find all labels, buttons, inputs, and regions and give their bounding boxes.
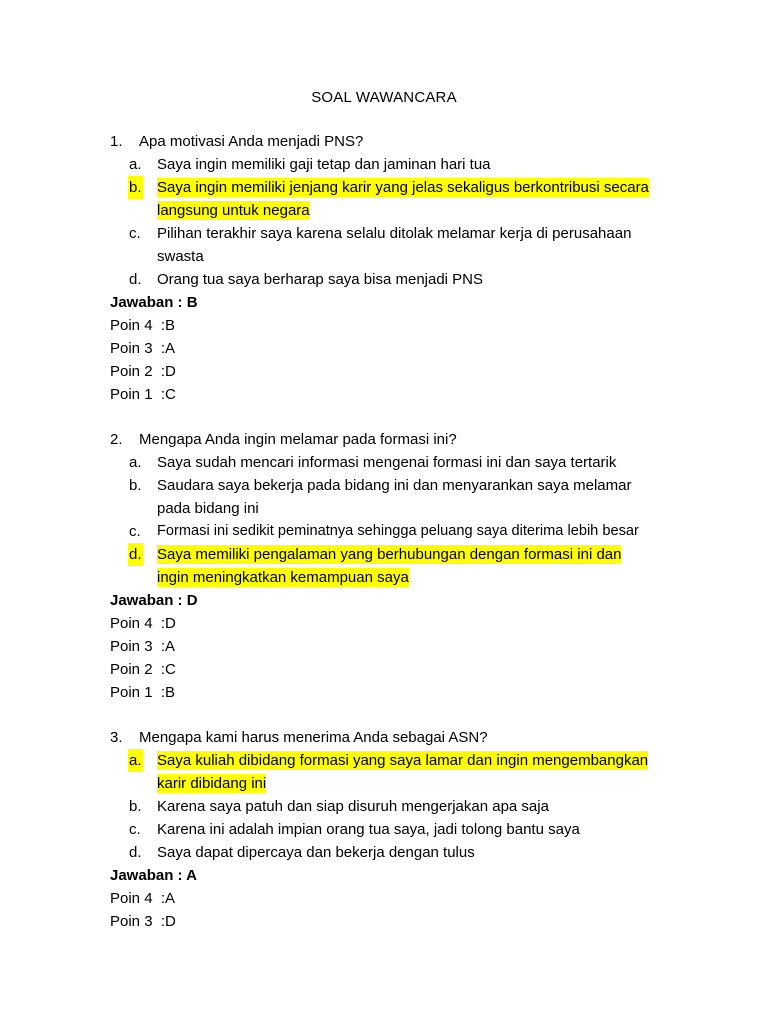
option-letter: a. xyxy=(128,749,143,772)
option-letter: c. xyxy=(129,821,141,838)
option-letter: b. xyxy=(129,798,142,815)
question-2 xyxy=(110,428,690,704)
point-line: Poin 4 :A xyxy=(110,890,176,907)
option-b xyxy=(128,176,690,222)
option-letter: d. xyxy=(128,543,143,566)
page-title: SOAL WAWANCARA xyxy=(311,89,457,106)
option-d xyxy=(128,543,690,589)
question-3 xyxy=(110,726,690,933)
question-text: Apa motivasi Anda menjadi PNS? xyxy=(139,133,364,150)
option-a xyxy=(128,153,690,176)
question-line xyxy=(110,428,690,451)
option-c xyxy=(128,818,690,841)
point-line: Poin 4 :D xyxy=(110,615,176,632)
option-a xyxy=(128,451,690,474)
question-line xyxy=(110,130,690,153)
option-letter: c. xyxy=(129,523,141,540)
option-text: Karena saya patuh dan siap disuruh mengerjakan apa saja xyxy=(157,798,549,815)
option-c xyxy=(128,520,690,543)
question-line xyxy=(110,726,690,749)
option-text: Saya dapat dipercaya dan bekerja dengan tulus xyxy=(157,844,475,861)
point-line: Poin 1 :B xyxy=(110,684,176,701)
option-text: Saya ingin memiliki gaji tetap dan jaminan hari tua xyxy=(157,156,491,173)
option-text: Saya kuliah dibidang formasi yang saya lamar dan ingin mengembangkan karir dibidang ini xyxy=(157,752,649,792)
point-line: Poin 2 :C xyxy=(110,661,176,678)
answer-key: Jawaban : B xyxy=(110,294,198,311)
option-text: Saya sudah mencari informasi mengenai formasi ini dan saya tertarik xyxy=(157,454,617,471)
option-letter: c. xyxy=(129,225,141,242)
question-1 xyxy=(110,130,690,406)
question-number: 2. xyxy=(110,431,123,448)
option-text: Karena ini adalah impian orang tua saya, jadi tolong bantu saya xyxy=(157,821,580,838)
option-text: Saya ingin memiliki jenjang karir yang jelas sekaligus berkontribusi secara langsung untuk negara xyxy=(157,179,649,219)
answer-key: Jawaban : D xyxy=(110,592,198,609)
point-line: Poin 3 :D xyxy=(110,913,176,930)
option-letter: d. xyxy=(129,271,142,288)
option-text: Pilihan terakhir saya karena selalu ditolak melamar kerja di perusahaan swasta xyxy=(157,225,632,265)
point-line: Poin 2 :D xyxy=(110,363,176,380)
question-text: Mengapa Anda ingin melamar pada formasi ini? xyxy=(139,431,457,448)
answer-key: Jawaban : A xyxy=(110,867,197,884)
point-line: Poin 1 :C xyxy=(110,386,176,403)
option-text: Orang tua saya berharap saya bisa menjadi PNS xyxy=(157,271,484,288)
option-a xyxy=(128,749,690,795)
point-line: Poin 3 :A xyxy=(110,638,176,655)
option-letter: b. xyxy=(129,477,142,494)
point-line: Poin 4 :B xyxy=(110,317,176,334)
option-c xyxy=(128,222,690,268)
point-line: Poin 3 :A xyxy=(110,340,176,357)
option-letter: a. xyxy=(129,156,142,173)
option-letter: a. xyxy=(129,454,142,471)
option-letter: d. xyxy=(129,844,142,861)
option-text: Saudara saya bekerja pada bidang ini dan menyarankan saya melamar pada bidang ini xyxy=(157,477,632,517)
question-text: Mengapa kami harus menerima Anda sebagai ASN? xyxy=(139,729,488,746)
option-d xyxy=(128,268,690,291)
option-b xyxy=(128,474,690,520)
option-letter: b. xyxy=(128,176,143,199)
question-number: 1. xyxy=(110,133,123,150)
question-number: 3. xyxy=(110,729,123,746)
option-text: Saya memiliki pengalaman yang berhubungan dengan formasi ini dan ingin meningkatkan kemampuan saya xyxy=(157,546,622,586)
option-b xyxy=(128,795,690,818)
option-text: Formasi ini sedikit peminatnya sehingga peluang saya diterima lebih besar xyxy=(157,523,639,539)
option-d xyxy=(128,841,690,864)
